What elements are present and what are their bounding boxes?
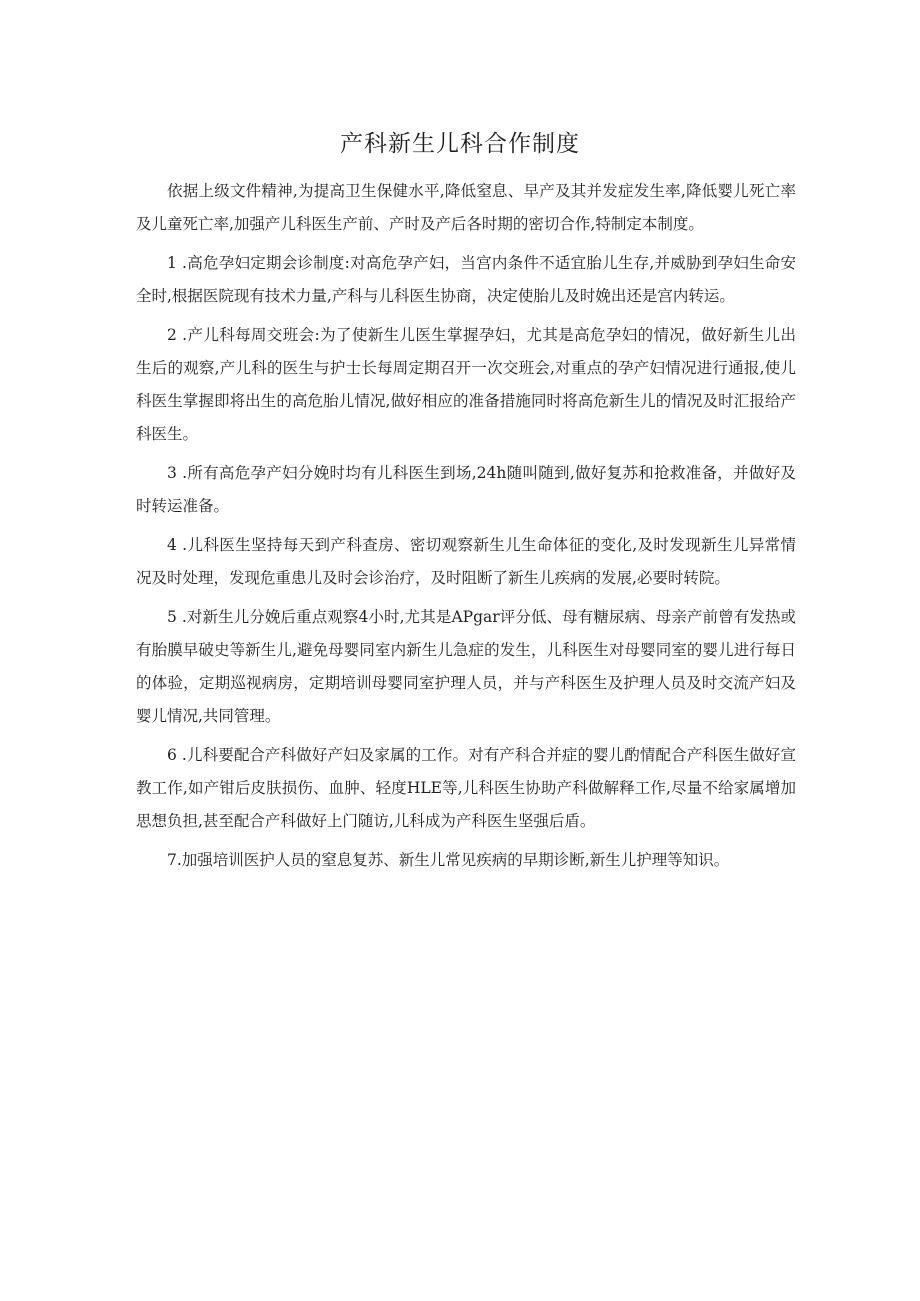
clause-4: 4 .儿科医生坚持每天到产科查房、密切观察新生儿生命体征的变化,及时发现新生儿异常情况及时处理，发现危重患儿及时会诊治疗，及时阻断了新生儿疾病的发展,必要时转院。: [136, 536, 796, 587]
document-body: [136, 175, 796, 883]
intro-paragraph: 依据上级文件精神,为提高卫生保健水平,降低窒息、早产及其并发症发生率,降低婴儿死亡率及儿童死亡率,加强产儿科医生产前、产时及产后各时期的密切合作,特制定本制度。: [136, 182, 796, 233]
document-title: 产科新生儿科合作制度: [340, 131, 580, 157]
clause-2: 2 .产儿科每周交班会:为了使新生儿医生掌握孕妇，尤其是高危孕妇的情况，做好新生儿出生后的观察,产儿科的医生与护士长每周定期召开一次交班会,对重点的孕产妇情况进行通报,使儿科医生掌握即将出生的高危胎儿情况,做好相应的准备措施同时将高危新生儿的情况及时汇报给产科医生。: [136, 326, 796, 443]
clause-6: 6 .儿科要配合产科做好产妇及家属的工作。对有产科合并症的婴儿酌情配合产科医生做好宣教工作,如产钳后皮肤损伤、血肿、轻度HLE等,儿科医生协助产科做解释工作,尽量不给家属增加思想负担,甚至配合产科做好上门随访,儿科成为产科医生坚强后盾。: [136, 746, 796, 830]
clause-3: 3 .所有高危孕产妇分娩时均有儿科医生到场,24h随叫随到,做好复苏和抢救准备，并做好及时转运准备。: [136, 464, 796, 515]
clause-7: 7.加强培训医护人员的窒息复苏、新生儿常见疾病的早期诊断,新生儿护理等知识。: [167, 851, 730, 869]
clause-1: 1 .高危孕妇定期会诊制度:对高危孕产妇，当宫内条件不适宜胎儿生存,并威胁到孕妇生命安全时,根据医院现有技术力量,产科与儿科医生协商，决定使胎儿及时娩出还是宫内转运。: [136, 254, 796, 305]
clause-5: 5 .对新生儿分娩后重点观察4小时,尤其是APgar评分低、母有糖尿病、母亲产前曾有发热或有胎膜早破史等新生儿,避免母婴同室内新生儿急症的发生，儿科医生对母婴同室的婴儿进行每日的体验，定期巡视病房，定期培训母婴同室护理人员，并与产科医生及护理人员及时交流产妇及婴儿情况,共同管理。: [136, 608, 796, 725]
